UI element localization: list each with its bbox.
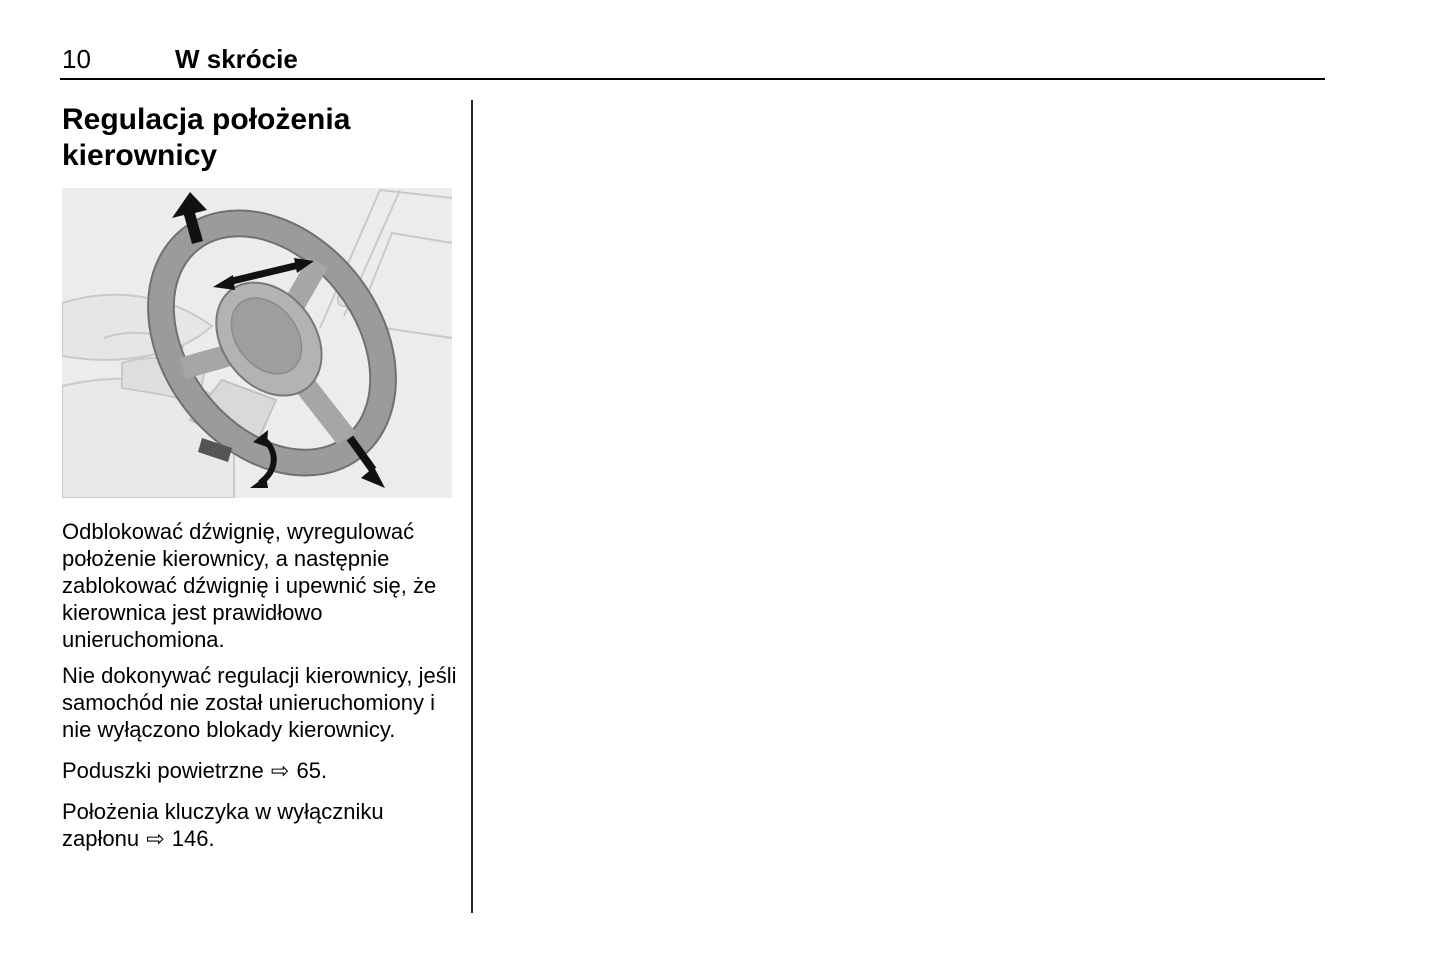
- cross-reference-label: Poduszki powietrzne: [62, 758, 264, 783]
- cross-reference-label: Położenia kluczyka w wyłączniku zapłonu: [62, 799, 384, 851]
- article-title-line1: Regulacja położenia: [62, 103, 351, 136]
- cross-reference-ignition: [62, 798, 460, 852]
- steering-wheel-illustration-svg: [62, 188, 452, 498]
- paragraph-warning: Nie dokonywać regulacji kierownicy, jeśli samochód nie został unieruchomiony i nie wyłączono blokady kierownicy.: [62, 663, 457, 742]
- page-number: 10: [62, 44, 91, 74]
- cross-reference-page: 65.: [296, 758, 328, 783]
- column-divider: [471, 100, 473, 913]
- cross-reference-arrow-icon: ⇨: [270, 758, 290, 783]
- header-rule: [60, 78, 1325, 80]
- article-title-line2: kierownicy: [62, 139, 218, 172]
- steering-wheel-illustration: [62, 188, 452, 498]
- page-header: [62, 44, 1325, 78]
- cross-reference-arrow-icon: ⇨: [146, 826, 165, 851]
- cross-reference-page: 146.: [171, 826, 215, 851]
- section-title: W skrócie: [175, 44, 298, 74]
- paragraph-adjust-instructions: Odblokować dźwignię, wyregulować położenie kierownicy, a następnie zablokować dźwignię i upewnić się, że kierownica jest prawidłowo unieruchomiona.: [62, 519, 437, 652]
- content-column: [62, 102, 460, 861]
- article-body: [62, 518, 460, 852]
- article-title: [62, 102, 460, 174]
- cross-reference-airbags: [62, 757, 460, 784]
